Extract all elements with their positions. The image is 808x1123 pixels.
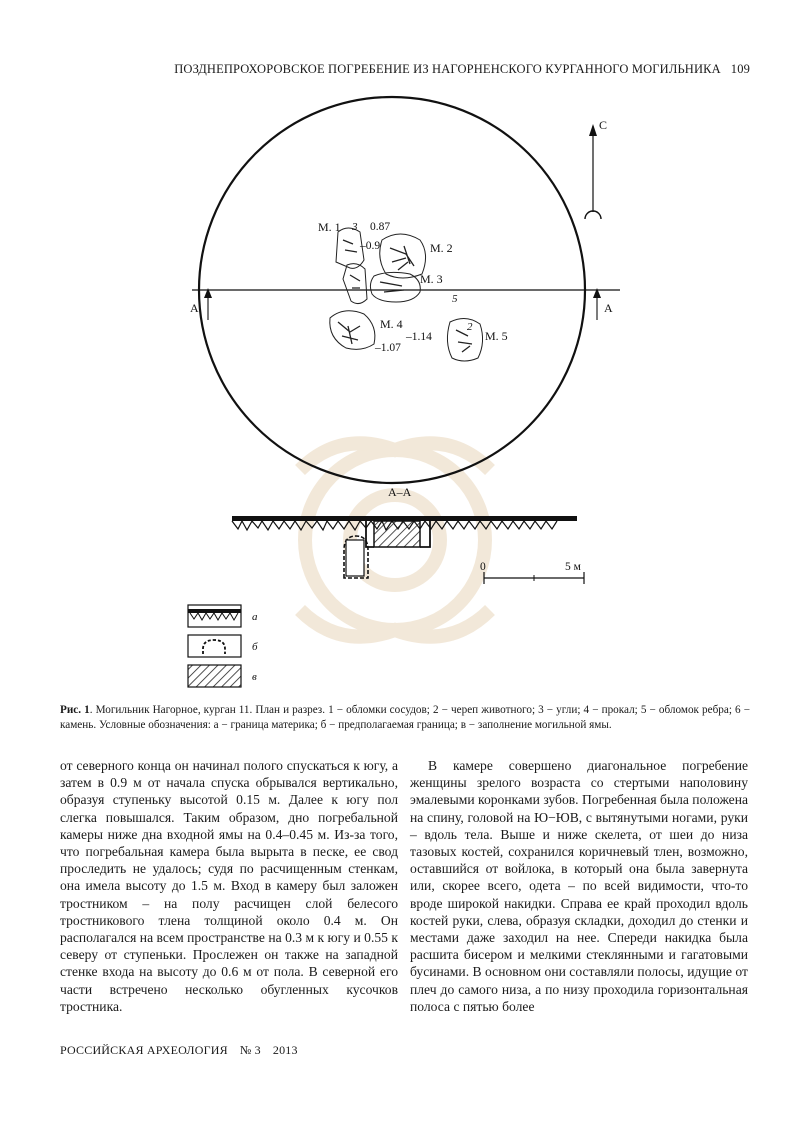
- running-title: ПОЗДНЕПРОХОРОВСКОЕ ПОГРЕБЕНИЕ ИЗ НАГОРНЕНСКОГО КУРГАННОГО МОГИЛЬНИКА: [174, 62, 721, 76]
- page-number: 109: [730, 62, 750, 76]
- legend-key-a: а: [252, 611, 258, 623]
- north-label: С: [599, 118, 608, 132]
- scale-start: 0: [480, 561, 486, 573]
- section-profile: [232, 516, 577, 578]
- section-title: А–А: [388, 485, 412, 499]
- legend-item-a: [188, 605, 258, 627]
- burial-m2: [380, 234, 426, 278]
- journal-year: 2013: [272, 1043, 298, 1057]
- find-number-2: 2: [467, 321, 473, 333]
- burial-m4: [330, 311, 375, 350]
- burial-m5: [447, 318, 482, 361]
- legend: [188, 605, 258, 687]
- scale-end: 5 м: [565, 561, 581, 573]
- legend-key-b: б: [252, 641, 258, 653]
- body-column-right: В камере совершено диагональное погребение женщины зрелого возраста со стертыми наполовину эмалевыми коронками зубов. Погребенная была положена на спину, головой на Ю−ЮВ, с вытянутыми ногами, руки – вдоль тела. Выше и ниже скелета, от шеи до низа тазовых костей, сохранился коричневый тлен, возможно, оставшийся от войлока, в который она была завернута или, скорее всего, одета – по всей видимости, что-то вроде широкой накидки. Справа ее край проходил вдоль костей руки, слева, образуя складки, доходил до стенки и местами даже заходил на нее. Спереди накидка была расшита бисером и мелкими стеклянными и гагатовыми бусинами. В основном они составляли полосы, идущие от плеч до самого низа, а по низу проходила горизонтальная полоса с пятью более: [410, 758, 748, 1014]
- caption-text: . Могильник Нагорное, курган 11. План и разрез. 1 − обломки сосудов; 2 − череп животного; 3 − угли; 4 − прокал; 5 − обломок ребра; 6 − камень. Условные обозначения: а − граница материка; б − предполагаемая граница; в − заполнение могильной ямы.: [60, 704, 751, 731]
- body-column-left: от северного конца он начинал полого спускаться к югу, а затем в 0.9 м от начала спуска обрывался вертикально, образуя ступеньку высотой 0.15 м. Далее к югу пол слегка повышался. Таким образом, дно погребальной камеры ниже дна входной ямы на 0.4–0.45 м. Из-за того, что погребальная камера была вырыта в песке, ее свод проследить не удалось; судя по расчищенным стенкам, она имела высоту до 1.5 м. Вход в камеру был заложен тростником – на полу расчищен слой белесого тростникового тлена толщиной около 0.4 м. Он располагался на всем пространстве на 0.3 м к югу и 0.55 к северу от ступеньки. Прослежен он также на западной стенке входа на высоту до 0.6 м от пола. В северной его части встречено несколько обугленных кусочков тростника.: [60, 758, 398, 1014]
- section-label-right: А: [604, 301, 613, 315]
- legend-item-b: [188, 635, 258, 657]
- journal-issue: № 3: [239, 1043, 261, 1057]
- legend-key-v: в: [252, 671, 257, 683]
- depth-0-87: 0.87: [370, 221, 391, 233]
- section-label-left: А: [190, 301, 199, 315]
- north-arrow: [585, 118, 607, 219]
- depth-1-14: –1.14: [406, 331, 432, 343]
- legend-item-v: [188, 665, 257, 687]
- page-footer: [60, 1043, 310, 1058]
- find-number-3: 3: [352, 221, 358, 233]
- burial-label-m1: М. 1: [318, 220, 341, 234]
- burial-label-m3: М. 3: [420, 272, 443, 286]
- burial-label-m2: М. 2: [430, 241, 453, 255]
- figure-caption: [60, 703, 750, 733]
- depth-1-07: –1.07: [375, 342, 401, 354]
- scale-bar: [480, 561, 584, 584]
- journal-name: РОССИЙСКАЯ АРХЕОЛОГИЯ: [60, 1043, 228, 1057]
- burial-label-m5: М. 5: [485, 329, 508, 343]
- find-number-5: 5: [452, 293, 458, 305]
- burial-label-m4: М. 4: [380, 317, 403, 331]
- caption-label: Рис. 1: [60, 704, 90, 716]
- depth-0-9: –0.9: [360, 240, 381, 252]
